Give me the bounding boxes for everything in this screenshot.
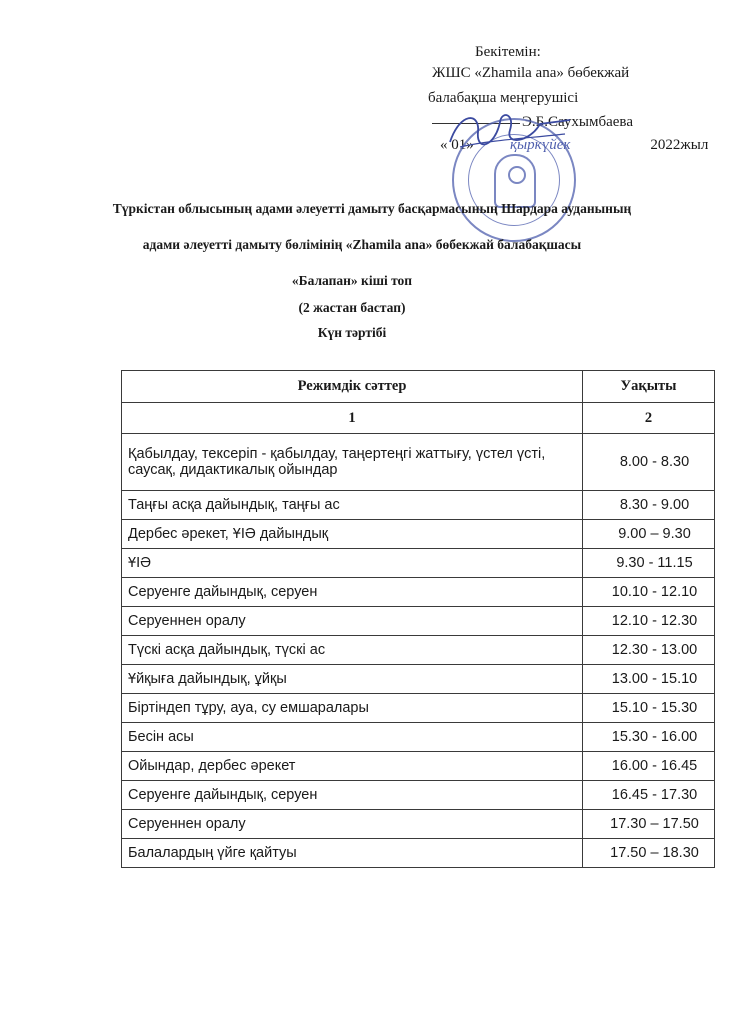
activity-cell: Біртіндеп тұру, ауа, су емшаралары [122, 694, 583, 723]
table-row [122, 491, 715, 520]
table-row [122, 752, 715, 781]
handwritten-signature-icon [440, 102, 580, 162]
table-row [122, 434, 715, 491]
table-row [122, 665, 715, 694]
approval-kindergarten-line: балабақша меңгерушісі [428, 90, 579, 106]
heading-line-1: Түркістан облысының адами әлеуетті дамыту басқармасының Шардара ауданының [112, 201, 632, 216]
heading-line-2: адами әлеуетті дамыту бөлімінің «Zhamila ana» бөбекжай балабақшасы [142, 237, 582, 252]
time-cell: 9.30 - 11.15 [583, 549, 715, 578]
seal-emblem [494, 154, 536, 208]
time-cell: 8.00 - 8.30 [583, 434, 715, 491]
table-row [122, 549, 715, 578]
table-row [122, 607, 715, 636]
table-header-row [122, 371, 715, 403]
time-cell: 12.10 - 12.30 [583, 607, 715, 636]
activity-cell: Таңғы асқа дайындық, таңғы ас [122, 491, 583, 520]
approval-date-year: 2022жыл [650, 137, 709, 153]
time-cell: 12.30 - 13.00 [583, 636, 715, 665]
approval-date-month: қыркүйек [510, 137, 571, 153]
time-cell: 13.00 - 15.10 [583, 665, 715, 694]
approval-signatory: Э.Б.Саухымбаева [522, 114, 633, 130]
activity-cell: Балалардың үйге қайтуы [122, 839, 583, 868]
activity-cell: Қабылдау, тексеріп - қабылдау, таңертеңгі жаттығу, үстел үсті, саусақ, дидактикалық ойындар [122, 434, 583, 491]
approval-title: Бекітемін: [475, 44, 541, 60]
age-range: (2 жастан бастап) [298, 300, 406, 315]
approval-date-day: « 01» [440, 137, 474, 153]
table-row [122, 723, 715, 752]
table-row [122, 694, 715, 723]
activity-cell: ҰІӘ [122, 549, 583, 578]
table-row [122, 578, 715, 607]
approval-organization: ЖШС «Zhamila ana» бөбекжай [432, 65, 630, 81]
activity-cell: Серуеннен оралу [122, 607, 583, 636]
table-row [122, 781, 715, 810]
activity-cell: Бесін асы [122, 723, 583, 752]
daily-schedule-table [121, 370, 715, 868]
document-title: Күн тәртібі [317, 325, 387, 340]
column-number-row [122, 403, 715, 434]
approval-block [0, 0, 744, 170]
column-header-activities: Режимдік сәттер [122, 371, 583, 403]
activity-cell: Дербес әрекет, ҰІӘ дайындық [122, 520, 583, 549]
column-number-2: 2 [583, 403, 715, 434]
column-header-time: Уақыты [583, 371, 715, 403]
activity-cell: Серуенге дайындық, серуен [122, 578, 583, 607]
time-cell: 9.00 – 9.30 [583, 520, 715, 549]
time-cell: 15.30 - 16.00 [583, 723, 715, 752]
time-cell: 10.10 - 12.10 [583, 578, 715, 607]
activity-cell: Ұйқыға дайындық, ұйқы [122, 665, 583, 694]
activity-cell: Серуенге дайындық, серуен [122, 781, 583, 810]
time-cell: 8.30 - 9.00 [583, 491, 715, 520]
activity-cell: Серуеннен оралу [122, 810, 583, 839]
table-row [122, 636, 715, 665]
time-cell: 16.45 - 17.30 [583, 781, 715, 810]
activity-cell: Түскі асқа дайындық, түскі ас [122, 636, 583, 665]
time-cell: 17.30 – 17.50 [583, 810, 715, 839]
table-row [122, 810, 715, 839]
table-row [122, 520, 715, 549]
time-cell: 15.10 - 15.30 [583, 694, 715, 723]
time-cell: 16.00 - 16.45 [583, 752, 715, 781]
group-name: «Балапан» кіші топ [291, 273, 413, 288]
activity-cell: Ойындар, дербес әрекет [122, 752, 583, 781]
time-cell: 17.50 – 18.30 [583, 839, 715, 868]
table-row [122, 839, 715, 868]
column-number-1: 1 [122, 403, 583, 434]
